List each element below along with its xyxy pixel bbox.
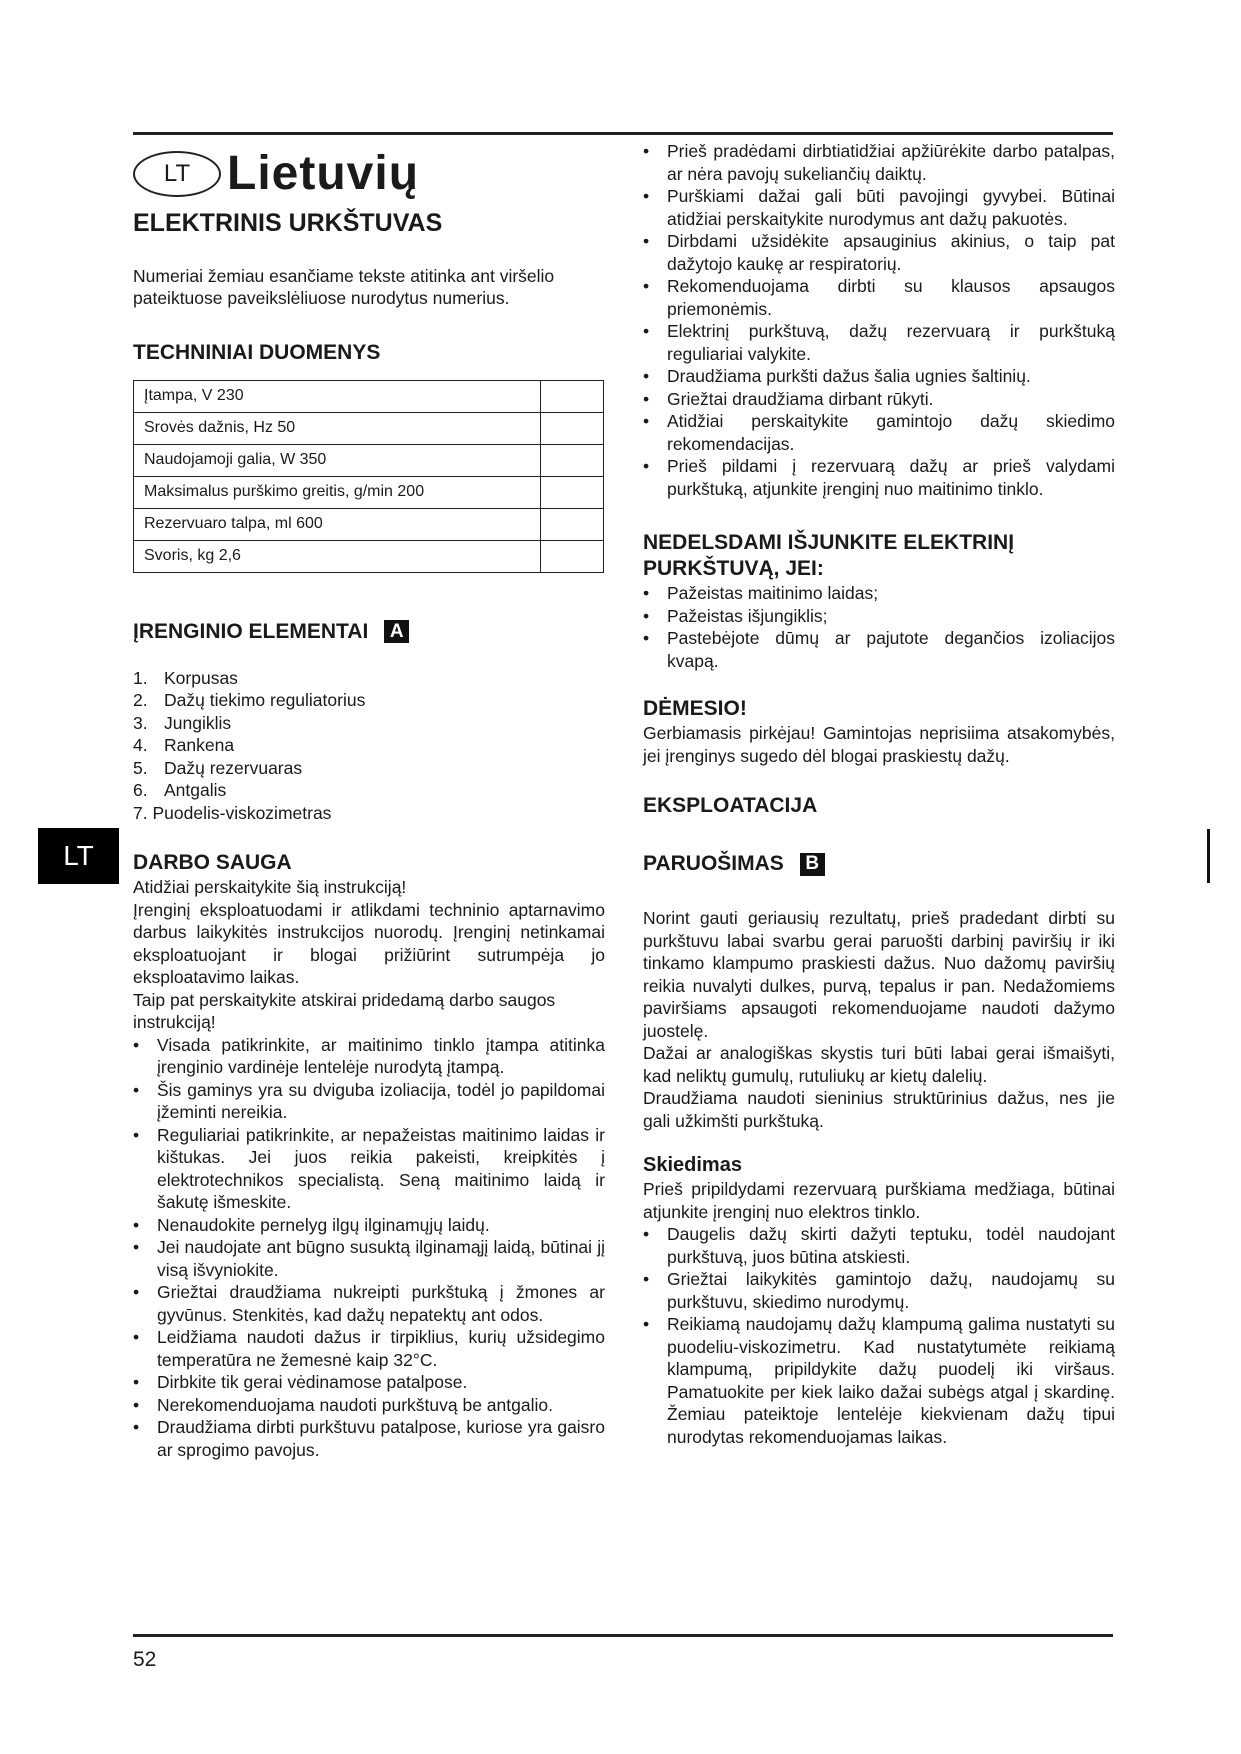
list-item: • Prieš pradėdami dirbtiatidžiai apžiūrėkite darbo patalpas, ar nėra pavojų sukeliančių daiktų. <box>643 140 1115 185</box>
preparation-heading-text: PARUOŠIMAS <box>643 852 784 875</box>
list-item: • Nerekomenduojama naudoti purkštuvą be antgalio. <box>133 1394 605 1417</box>
safety-list-continued <box>643 140 1115 500</box>
list-item <box>133 712 605 735</box>
preparation-paragraph-1: Norint gauti geriausių rezultatų, prieš pradedant dirbti su purkštuvu labai svarbu gerai paruošti darbinį paviršių ir iki tinkamo klampumo praskiesti dažus. Nuo dažomų paviršių reikia nuvalyti dulkes, purvą, tepalus ir pan. Nedažomiems paviršiams apsaugoti rekomenduojame naudoti dažymo juostelę. <box>643 908 1115 1041</box>
list-item: • Pažeistas maitinimo laidas; <box>643 582 1115 605</box>
list-item: • Pastebėjote dūmų ar pajutote degančios izoliacijos kvapą. <box>643 627 1115 672</box>
elements-list <box>133 667 605 825</box>
list-item: • Dirbkite tik gerai vėdinamose patalpose. <box>133 1371 605 1394</box>
language-side-tab: LT <box>38 828 119 884</box>
list-item: • Griežtai draudžiama dirbant rūkyti. <box>643 388 1115 411</box>
list-item <box>133 689 605 712</box>
table-row <box>134 476 604 508</box>
list-item: • Griežtai draudžiama nukreipti purkštuką į žmones ar gyvūnus. Stenkitės, kad dažų nepatektų ant odos. <box>133 1281 605 1326</box>
item-text: Puodelis-viskozimetras <box>152 802 332 823</box>
item-number: 1. <box>133 667 148 688</box>
intro-paragraph: Numeriai žemiau esančiame tekste atitinka ant viršelio pateiktuose paveikslėliuose nurodytus numerius. <box>133 265 555 308</box>
list-item: • Visada patikrinkite, ar maitinimo tinklo įtampa atitinka įrenginio vardinėje lentelėje nurodytą įtampą. <box>133 1034 605 1079</box>
list-item: • Griežtai laikykitės gamintojo dažų, naudojamų su purkštuvu, skiedimo nurodymų. <box>643 1268 1115 1313</box>
list-item: • Šis gaminys yra su dviguba izoliacija, todėl jo papildomai įžeminti nereikia. <box>133 1079 605 1124</box>
language-header <box>133 146 605 202</box>
list-item: • Rekomenduojama dirbti su klausos apsaugos priemonėmis. <box>643 275 1115 320</box>
item-number: 7. <box>133 802 148 823</box>
list-item: • Reguliariai patikrinkite, ar nepažeistas maitinimo laidas ir kištukas. Jei juos reikia pakeisti, kreipkitės į elektrotechnikos specialistą. Seną maitinimo laidą ir šakutę išmeskite. <box>133 1124 605 1214</box>
empty-cell <box>541 444 604 476</box>
spec-cell: Maksimalus purškimo greitis, g/min 200 <box>134 476 541 508</box>
switch-off-heading-line-1: NEDELSDAMI IŠJUNKITE ELEKTRINĮ <box>643 531 1015 554</box>
spec-cell: Svoris, kg 2,6 <box>134 540 541 572</box>
safety-heading: DARBO SAUGA <box>133 851 292 874</box>
empty-cell <box>541 380 604 412</box>
figure-a-badge: A <box>384 620 409 643</box>
item-number: 2. <box>133 690 148 710</box>
list-item: • Purškiami dažai gali būti pavojingi gyvybei. Būtinai atidžiai perskaitykite nurodymus ant dažų pakuotės. <box>643 185 1115 230</box>
attention-heading: DĖMESIO! <box>643 697 747 720</box>
list-item <box>133 734 605 757</box>
item-text: Dažų rezervuaras <box>164 757 303 778</box>
list-item: • Prieš pildami į rezervuarą dažų ar prieš valydami purkštuką, atjunkite įrenginį nuo maitinimo tinklo. <box>643 455 1115 500</box>
elements-heading <box>133 619 605 645</box>
list-item <box>133 779 605 802</box>
spec-cell: Naudojamoji galia, W 350 <box>134 444 541 476</box>
item-number: 5. <box>133 757 148 778</box>
elements-heading-text: ĮRENGINIO ELEMENTAI <box>133 619 369 643</box>
item-text: Dažų tiekimo reguliatorius <box>164 690 366 710</box>
page-number: 52 <box>133 1648 157 1671</box>
tech-data-table <box>133 380 604 573</box>
figure-b-badge: B <box>800 853 825 876</box>
right-column <box>643 140 1115 1448</box>
table-row <box>134 540 604 572</box>
list-item: • Reikiamą naudojamų dažų klampumą galima nustatyti su puodeliu-viskozimetru. Kad nustatytumėte reikiamą klampumą, pripildykite dažų puodelį iki viršaus. Pamatuokite per kiek laiko dažai subėgs atgal į skardinę. Žemiau pateiktoje lentelėje kiekvienam dažų tipui nurodytas rekomenduojamas laikas. <box>643 1313 1115 1448</box>
list-item: • Nenaudokite pernelyg ilgų ilginamųjų laidų. <box>133 1214 605 1237</box>
list-item <box>133 757 605 780</box>
attention-paragraph: Gerbiamasis pirkėjau! Gamintojas neprisiima atsakomybės, jei įrenginys sugedo dėl blogai praskiestų dažų. <box>643 723 1115 766</box>
list-item: • Draudžiama dirbti purkštuvu patalpose, kuriose yra gaisro ar sprogimo pavojus. <box>133 1416 605 1461</box>
item-text: Antgalis <box>164 780 227 800</box>
item-number: 3. <box>133 712 148 733</box>
spec-cell: Srovės dažnis, Hz 50 <box>134 412 541 444</box>
item-text: Jungiklis <box>164 712 232 733</box>
safety-paragraph-3: Taip pat perskaitykite atskirai pridedamą darbo saugos instrukciją! <box>133 989 556 1032</box>
spec-cell: Įtampa, V 230 <box>134 380 541 412</box>
tech-data-heading: TECHNINIAI DUOMENYS <box>133 340 381 364</box>
preparation-paragraph-2: Dažai ar analogiškas skystis turi būti labai gerai išmaišyti, kad neliktų gumulų, rutuliukų ar kietų dalelių. <box>643 1043 1115 1086</box>
left-column <box>133 140 605 1461</box>
table-row <box>134 380 604 412</box>
list-item: • Draudžiama purkšti dažus šalia ugnies šaltinių. <box>643 365 1115 388</box>
dilution-intro: Prieš pripildydami rezervuarą purškiama medžiaga, būtinai atjunkite įrenginį nuo elektros tinklo. <box>643 1179 1115 1222</box>
item-number: 4. <box>133 735 148 755</box>
language-code-badge: LT <box>133 151 221 197</box>
item-text: Korpusas <box>164 667 238 688</box>
safety-paragraph-1: Atidžiai perskaitykite šią instrukciją! <box>133 877 407 897</box>
language-title: Lietuvių <box>227 147 420 200</box>
spec-cell: Rezervuaro talpa, ml 600 <box>134 508 541 540</box>
margin-marker <box>1207 829 1210 883</box>
dilution-list <box>643 1223 1115 1448</box>
switch-off-heading <box>643 530 1115 582</box>
switch-off-heading-line-2: PURKŠTUVĄ, JEI: <box>643 557 824 580</box>
empty-cell <box>541 476 604 508</box>
empty-cell <box>541 540 604 572</box>
preparation-heading <box>643 851 1115 877</box>
list-item <box>133 802 605 825</box>
top-rule <box>133 132 1113 135</box>
list-item: • Pažeistas išjungiklis; <box>643 605 1115 628</box>
empty-cell <box>541 412 604 444</box>
item-text: Rankena <box>164 735 235 755</box>
list-item: • Daugelis dažų skirti dažyti teptuku, todėl naudojant purkštuvą, juos būtina atskiesti. <box>643 1223 1115 1268</box>
bottom-rule <box>133 1634 1113 1637</box>
document-title: ELEKTRINIS URKŠTUVAS <box>133 209 443 237</box>
item-number: 6. <box>133 780 148 800</box>
table-row <box>134 412 604 444</box>
table-row <box>134 444 604 476</box>
empty-cell <box>541 508 604 540</box>
preparation-paragraph-3: Draudžiama naudoti sieninius struktūrinius dažus, nes jie gali užkimšti purkštuką. <box>643 1088 1115 1131</box>
list-item: • Atidžiai perskaitykite gamintojo dažų skiedimo rekomendacijas. <box>643 410 1115 455</box>
list-item: • Jei naudojate ant būgno susuktą ilginamąjį laidą, būtinai jį visą išvyniokite. <box>133 1236 605 1281</box>
operation-heading: EKSPLOATACIJA <box>643 794 818 817</box>
list-item: • Elektrinį purkštuvą, dažų rezervuarą ir purkštuką reguliariai valykite. <box>643 320 1115 365</box>
list-item: • Leidžiama naudoti dažus ir tirpiklius, kurių užsidegimo temperatūra ne žemesnė kaip 32°C. <box>133 1326 605 1371</box>
safety-paragraph-2: Įrenginį eksploatuodami ir atlikdami techninio aptarnavimo darbus laikykitės instrukcijos nuorodų. Įrenginį netinkamai eksploatuojant ir blogai prižiūrint sutrumpėja jo eksploatavimo laikas. <box>133 899 605 987</box>
table-row <box>134 508 604 540</box>
switch-off-list <box>643 582 1115 672</box>
list-item: • Dirbdami užsidėkite apsauginius akinius, o taip pat dažytojo kaukę ar respiratorių. <box>643 230 1115 275</box>
list-item <box>133 667 605 690</box>
safety-list <box>133 1034 605 1462</box>
dilution-heading: Skiedimas <box>643 1154 742 1176</box>
